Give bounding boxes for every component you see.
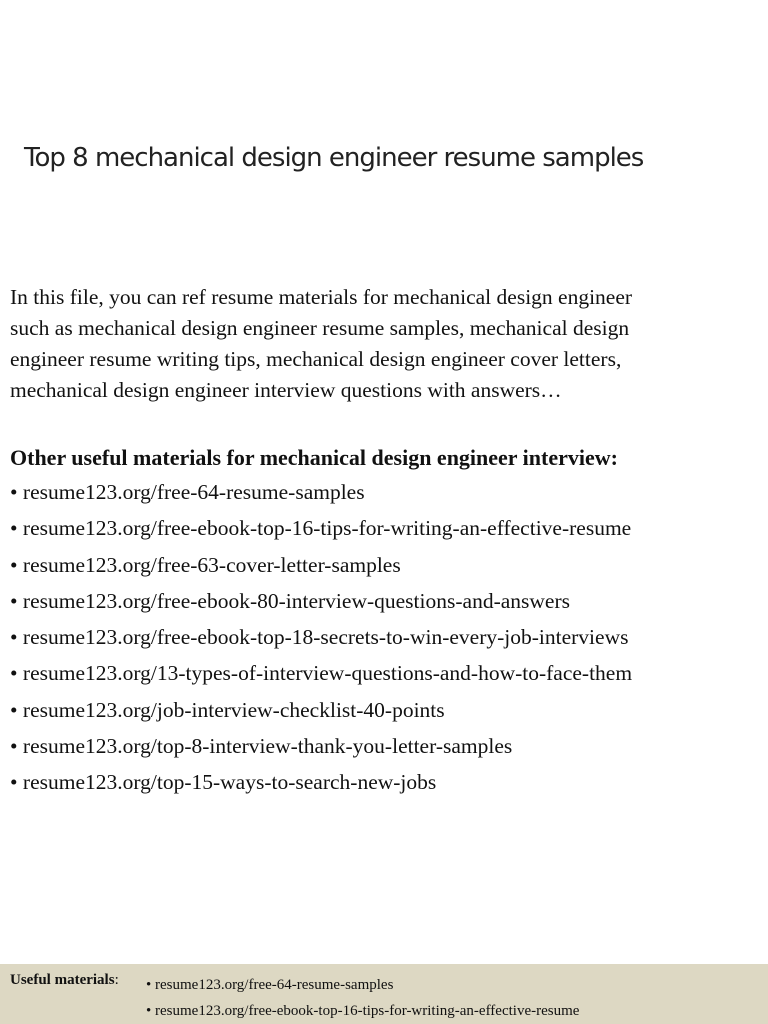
resource-link[interactable]: resume123.org/free-ebook-80-interview-questions-and-answers	[22, 588, 570, 613]
resource-link[interactable]: resume123.org/free-63-cover-letter-samples	[22, 552, 401, 577]
footer-label-text: Useful materials	[10, 972, 115, 988]
intro-line: In this file, you can ref resume materials for mechanical design engineer	[10, 285, 633, 309]
bullet: •	[10, 697, 18, 722]
materials-section	[10, 442, 762, 801]
bullet: •	[10, 661, 18, 686]
resource-link[interactable]: resume123.org/top-15-ways-to-search-new-jobs	[22, 770, 437, 795]
bullet: •	[10, 588, 18, 613]
footer-link-list	[146, 972, 579, 1024]
list-item	[146, 972, 579, 998]
resource-link[interactable]: resume123.org/free-ebook-top-16-tips-for-writing-an-effective-resume	[22, 516, 632, 541]
bullet: •	[10, 480, 18, 504]
list-item	[10, 619, 762, 655]
resource-link[interactable]: resume123.org/free-ebook-top-18-secrets-to-win-every-job-interviews	[22, 625, 629, 650]
intro-line: mechanical design engineer interview questions with answers…	[10, 378, 562, 402]
bullet: •	[10, 552, 18, 577]
footer-separator: :	[114, 972, 119, 988]
intro-line: such as mechanical design engineer resume samples, mechanical design	[10, 316, 630, 340]
bullet: •	[10, 516, 18, 541]
footer-link[interactable]: resume123.org/free-ebook-top-16-tips-for-writing-an-effective-resume	[155, 1003, 580, 1019]
footer-link[interactable]: resume123.org/free-64-resume-samples	[155, 977, 394, 993]
resource-link[interactable]: resume123.org/free-64-resume-samples	[22, 480, 365, 504]
list-item	[10, 655, 762, 691]
list-item	[146, 998, 579, 1024]
materials-link-list	[10, 474, 762, 801]
intro-line: engineer resume writing tips, mechanical design engineer cover letters,	[10, 347, 622, 371]
list-item	[10, 764, 762, 800]
footer-bar	[0, 964, 768, 1024]
bullet: •	[10, 625, 18, 650]
list-item	[10, 474, 762, 510]
intro-paragraph	[10, 282, 762, 406]
resource-link[interactable]: resume123.org/top-8-interview-thank-you-letter-samples	[22, 734, 513, 759]
bullet: •	[10, 770, 18, 795]
list-item	[10, 692, 762, 728]
page-title: Top 8 mechanical design engineer resume samples	[24, 143, 644, 173]
bullet: •	[10, 734, 18, 759]
list-item	[10, 510, 762, 546]
list-item	[10, 583, 762, 619]
resource-link[interactable]: resume123.org/13-types-of-interview-questions-and-how-to-face-them	[22, 661, 633, 686]
resource-link[interactable]: resume123.org/job-interview-checklist-40-points	[22, 697, 445, 722]
list-item	[10, 728, 762, 764]
bullet: •	[146, 977, 152, 993]
list-item	[10, 547, 762, 583]
materials-heading: Other useful materials for mechanical design engineer interview:	[10, 445, 618, 470]
footer-label	[10, 972, 119, 989]
bullet: •	[146, 1003, 152, 1019]
